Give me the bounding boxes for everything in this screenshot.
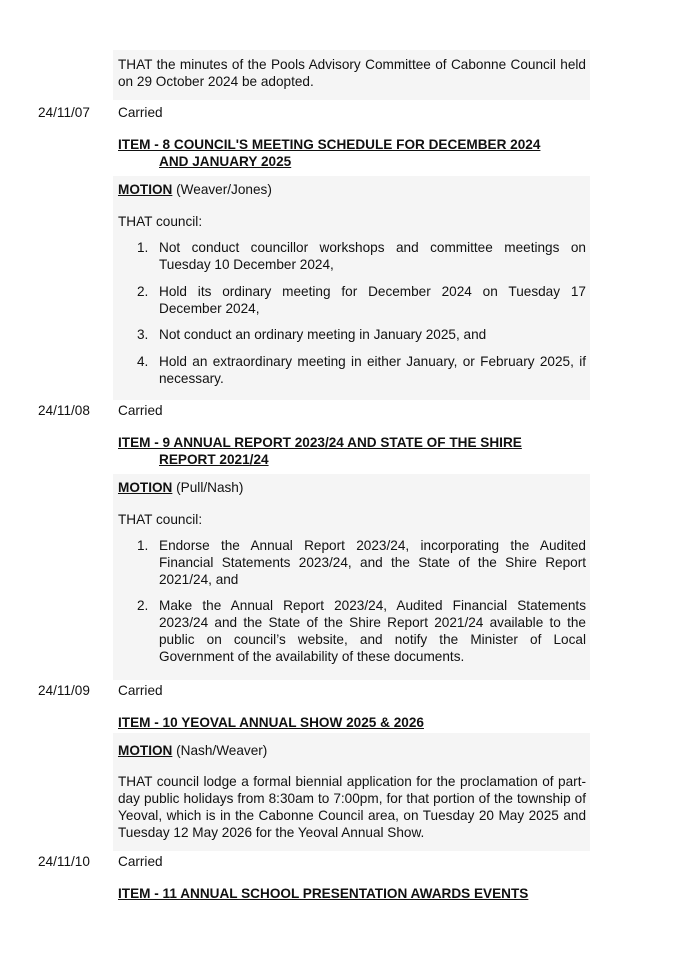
item-9-motion bbox=[118, 479, 586, 496]
list-number: 2. bbox=[137, 598, 149, 613]
list-number: 3. bbox=[137, 327, 149, 342]
item-10-heading: ITEM - 10 YEOVAL ANNUAL SHOW 2025 & 2026 bbox=[118, 715, 424, 730]
resolution-result: Carried bbox=[118, 683, 163, 698]
list-text: Not conduct an ordinary meeting in January 2025, and bbox=[159, 327, 487, 342]
motion-movers: (Pull/Nash) bbox=[176, 480, 244, 495]
item-8-heading-line1: ITEM - 8 COUNCIL'S MEETING SCHEDULE FOR DECEMBER 2024 bbox=[118, 137, 541, 152]
motion-label: MOTION bbox=[118, 743, 173, 758]
list-number: 1. bbox=[137, 240, 149, 255]
resolution-number: 24/11/07 bbox=[38, 105, 90, 120]
resolution-result: Carried bbox=[118, 854, 163, 869]
list-text: Hold its ordinary meeting for December 2024 on Tuesday 17 December 2024, bbox=[159, 284, 586, 316]
item-8-motion bbox=[118, 181, 586, 198]
item-9-heading-line2: REPORT 2021/24 bbox=[159, 452, 269, 467]
list-text: Make the Annual Report 2023/24, Audited Financial Statements 2023/24 and the State of the Shire Report 2021/24 available to the public on council’s website, and notify the Minister of Local Government of the availability of these documents. bbox=[159, 598, 586, 664]
motion-label: MOTION bbox=[118, 480, 173, 495]
item-11-heading: ITEM - 11 ANNUAL SCHOOL PRESENTATION AWARDS EVENTS bbox=[118, 886, 529, 901]
list-text: Endorse the Annual Report 2023/24, incorporating the Audited Financial Statements 2023/24, and the State of the Shire Report 2021/24, and bbox=[159, 538, 586, 587]
item-9-heading-line1: ITEM - 9 ANNUAL REPORT 2023/24 AND STATE OF THE SHIRE bbox=[118, 435, 522, 450]
item-9-intro: THAT council: bbox=[118, 512, 203, 527]
resolution-number: 24/11/10 bbox=[38, 854, 90, 869]
item-8-heading-line2: AND JANUARY 2025 bbox=[159, 154, 292, 169]
item-8-intro: THAT council: bbox=[118, 214, 203, 229]
list-number: 2. bbox=[137, 284, 149, 299]
resolution-result: Carried bbox=[118, 105, 163, 120]
resolution-number: 24/11/09 bbox=[38, 683, 90, 698]
item-9-heading bbox=[118, 434, 588, 468]
resolution-result: Carried bbox=[118, 403, 163, 418]
resolution-number: 24/11/08 bbox=[38, 403, 90, 418]
list-number: 1. bbox=[137, 538, 149, 553]
motion-movers: (Weaver/Jones) bbox=[176, 182, 272, 197]
motion-movers: (Nash/Weaver) bbox=[176, 743, 268, 758]
item-10-motion bbox=[118, 742, 586, 759]
list-text: Not conduct councillor workshops and committee meetings on Tuesday 10 December 2024, bbox=[159, 240, 586, 272]
list-number: 4. bbox=[137, 354, 149, 369]
list-text: Hold an extraordinary meeting in either January, or February 2025, if necessary. bbox=[159, 354, 586, 386]
item-10-motion-text: THAT council lodge a formal biennial application for the proclamation of part-day public holidays from 8:30am to 7:00pm, for that portion of the township of Yeoval, which is in the Cabonne Council area, on Tuesday 20 May 2025 and Tuesday 12 May 2026 for the Yeoval Annual Show. bbox=[118, 774, 586, 840]
pools-motion-text: THAT the minutes of the Pools Advisory Committee of Cabonne Council held on 29 October 2024 be adopted. bbox=[118, 57, 586, 89]
motion-label: MOTION bbox=[118, 182, 173, 197]
item-8-heading bbox=[118, 136, 588, 170]
